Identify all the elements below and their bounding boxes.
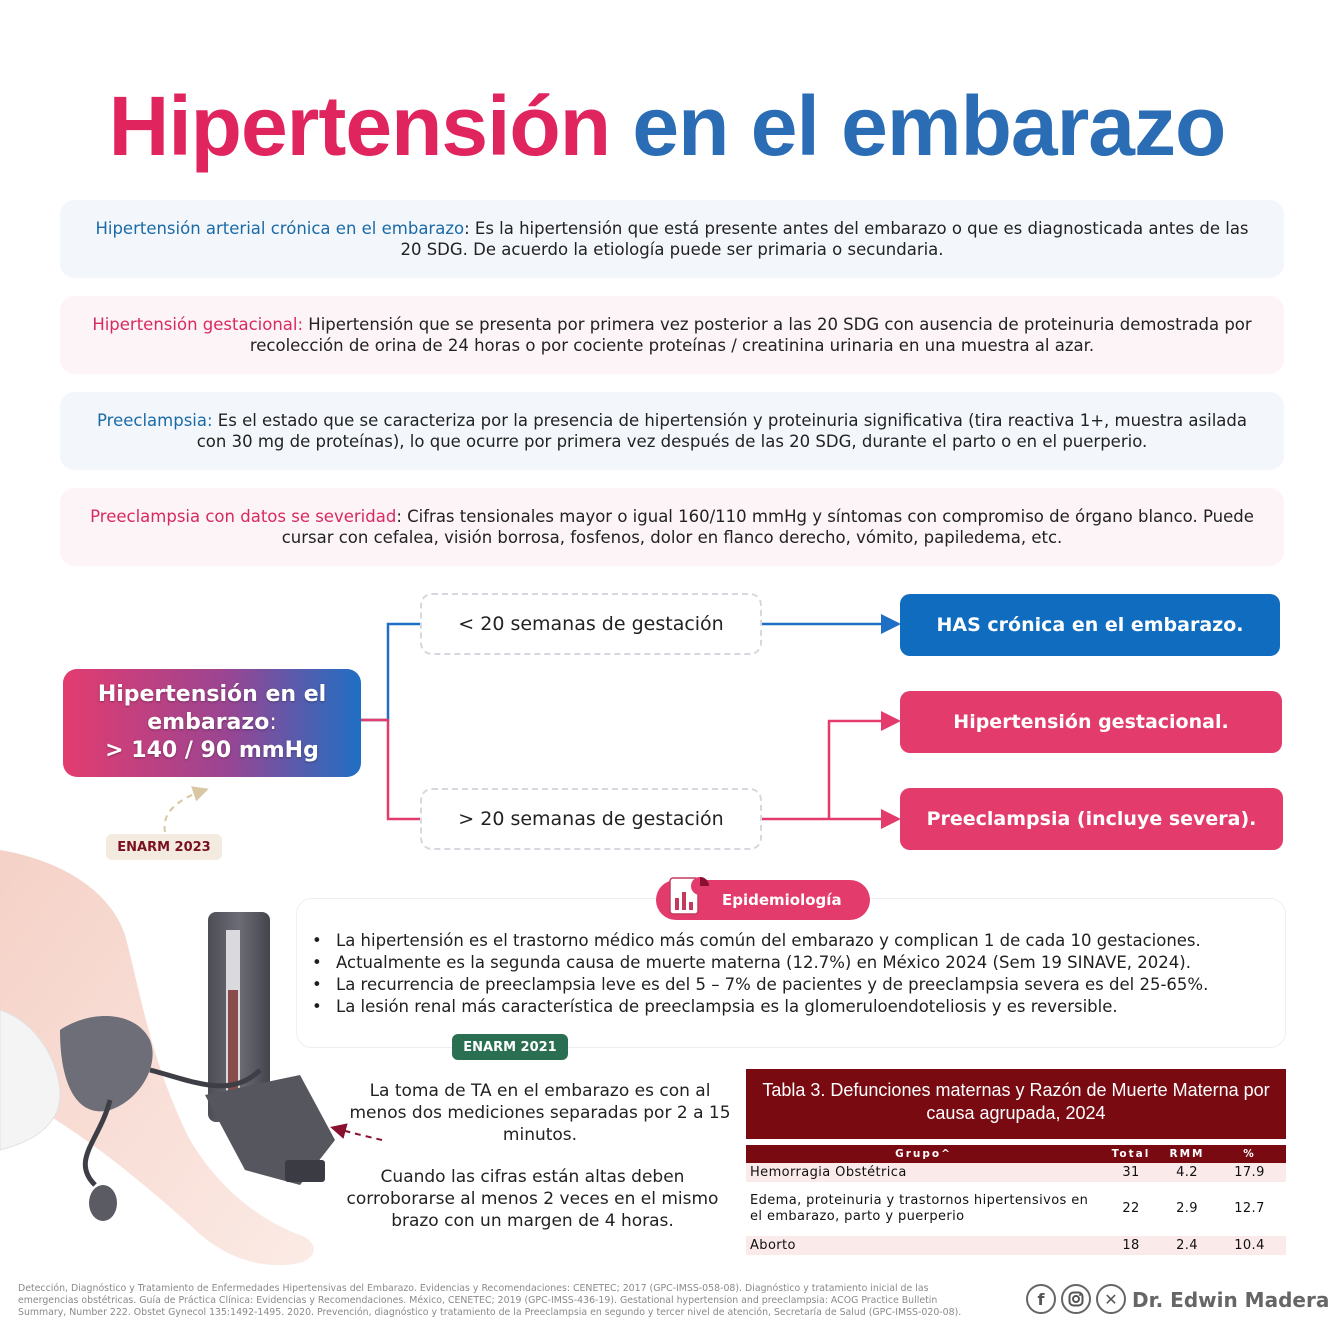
header-rmm: RMM: [1161, 1145, 1213, 1163]
bulb-shape: [89, 1185, 117, 1221]
arrow-gt20-to-gestational: [829, 721, 896, 819]
cell-group: Hemorragia Obstétrica: [746, 1163, 1101, 1182]
result-chronic-hypertension: HAS crónica en el embarazo.: [900, 594, 1280, 656]
title-part-2: en el embarazo: [632, 79, 1226, 173]
less-than-20-weeks-box: < 20 semanas de gestación: [420, 593, 762, 655]
epidemiology-list: [312, 930, 1282, 1018]
main-box-line1: Hipertensión en el: [97, 682, 327, 707]
instagram-icon[interactable]: [1061, 1284, 1091, 1314]
title-part-1: Hipertensión: [108, 79, 611, 173]
x-icon[interactable]: ✕: [1096, 1284, 1126, 1314]
hypertension-main-box: [63, 669, 361, 777]
definition-label: Preeclampsia con datos se severidad: [90, 507, 397, 526]
header-total: Total: [1101, 1145, 1161, 1163]
cell-percent: 12.7: [1213, 1182, 1286, 1236]
main-box-line3: > 140 / 90 mmHg: [105, 738, 319, 763]
definition-chronic: [60, 200, 1284, 278]
table-row: [746, 1182, 1286, 1236]
definition-label: Hipertensión gestacional:: [92, 315, 304, 334]
cell-rmm: 2.9: [1161, 1182, 1213, 1236]
table-row: [746, 1236, 1286, 1255]
arrow-enarm2023: [165, 790, 206, 832]
enarm-2021-tag: ENARM 2021: [452, 1034, 568, 1060]
definition-label: Hipertensión arterial crónica en el embarazo: [95, 219, 465, 238]
enarm-2023-tag: ENARM 2023: [106, 834, 222, 860]
list-item: • La lesión renal más característica de preeclampsia es la glomeruloendoteliosis y es reversible.: [312, 996, 1282, 1018]
list-item: • Actualmente es la segunda causa de muerte materna (12.7%) en México 2024 (Sem 19 SINAVE, 2024).: [312, 952, 1282, 974]
more-than-20-weeks-box: > 20 semanas de gestación: [420, 788, 762, 850]
list-item: • La hipertensión es el trastorno médico más común del embarazo y complican 1 de cada 10 gestaciones.: [312, 930, 1282, 952]
header-group: Grupo^: [746, 1145, 1101, 1163]
definition-text: Es el estado que se caracteriza por la presencia de hipertensión y proteinuria significativa (tira reactiva 1+, muestra asilada con 30 mg de proteínas), lo que ocurre por primera vez después de las 20 SDG, durante el parto o en el puerperio.: [196, 411, 1247, 451]
chart-report-icon: [666, 874, 712, 920]
facebook-icon[interactable]: f: [1026, 1284, 1056, 1314]
cell-rmm: 2.4: [1161, 1236, 1213, 1255]
cell-total: 18: [1101, 1236, 1161, 1255]
definition-gestational: [60, 296, 1284, 374]
connector-main-to-lt20: [361, 624, 420, 720]
cell-percent: 10.4: [1213, 1236, 1286, 1255]
definition-label: Preeclampsia:: [97, 411, 213, 430]
manometer-case: [285, 1160, 325, 1182]
table-header-row: [746, 1145, 1286, 1163]
cell-percent: 17.9: [1213, 1163, 1286, 1182]
table-row: [746, 1163, 1286, 1182]
definition-preeclampsia: [60, 392, 1284, 470]
definition-text: Hipertensión que se presenta por primera vez posterior a las 20 SDG con ausencia de proteinuria demostrada por recolección de orina de 24 horas o por cociente proteínas / creatinina urinaria en una muestra al azar.: [249, 315, 1252, 355]
result-gestational-hypertension: Hipertensión gestacional.: [900, 691, 1282, 753]
main-box-line2: embarazo: [147, 710, 270, 735]
definition-text: : Cifras tensionales mayor o igual 160/110 mmHg y síntomas con compromiso de órgano blanco. Puede cursar con cefalea, visión borrosa, fosfenos, dolor en flanco derecho, vómito, papiledema, etc.: [281, 507, 1254, 547]
header-percent: %: [1213, 1145, 1286, 1163]
table-title: Tabla 3. Defunciones maternas y Razón de Muerte Materna por causa agrupada, 2024: [746, 1069, 1286, 1139]
main-box-colon: :: [269, 710, 277, 735]
definition-text: : Es la hipertensión que está presente antes del embarazo o que es diagnosticada antes de las 20 SDG. De acuerdo la etiología puede ser primaria o secundaria.: [400, 219, 1249, 259]
cell-total: 22: [1101, 1182, 1161, 1236]
epidemiology-title: Epidemiología: [656, 880, 870, 920]
measurement-note: La toma de TA en el embarazo es con al menos dos mediciones separadas por 2 a 15 minutos.: [349, 1081, 731, 1145]
page-title: [0, 78, 1334, 175]
confirmation-note: Cuando las cifras están altas deben corroborarse al menos 2 veces en el mismo brazo con un margen de 4 horas.: [346, 1167, 719, 1231]
references: Detección, Diagnóstico y Tratamiento de Enfermedades Hipertensivas del Embarazo. Evidencias y Recomendaciones: CENETEC; 2017 (GPC-IMSS-058-08). Diagnóstico y tratamiento inicial de las emergencias obstétricas. Guía de Práctica Clínica: Evidencias y Recomendaciones. México, CENETEC; 2019 (GPC-IMSS-436-19). Gestational hypertension and preeclampsia: ACOG Practice Bulletin Summary, Number 222. Obstet Gynecol 135:1492-1495. 2020. Prevención, diagnóstico y tratamiento de la Preeclampsia en segundo y tercer nivel de atención, Secretaría de Salud (GPC-IMSS-020-08).: [18, 1283, 962, 1318]
cell-group: Aborto: [746, 1236, 1101, 1255]
brand-name: Dr. Edwin Madera: [1132, 1288, 1330, 1312]
list-item: • La recurrencia de preeclampsia leve es del 5 – 7% de pacientes y de preeclampsia severa es del 25-65%.: [312, 974, 1282, 996]
cell-total: 31: [1101, 1163, 1161, 1182]
cell-group: Edema, proteinuria y trastornos hipertensivos en el embarazo, parto y puerperio: [746, 1182, 1101, 1236]
maternal-deaths-table: [746, 1069, 1286, 1255]
connector-main-to-gt20: [361, 720, 420, 819]
result-preeclampsia: Preeclampsia (incluye severa).: [900, 788, 1283, 850]
cell-rmm: 4.2: [1161, 1163, 1213, 1182]
definition-severe-preeclampsia: [60, 488, 1284, 566]
